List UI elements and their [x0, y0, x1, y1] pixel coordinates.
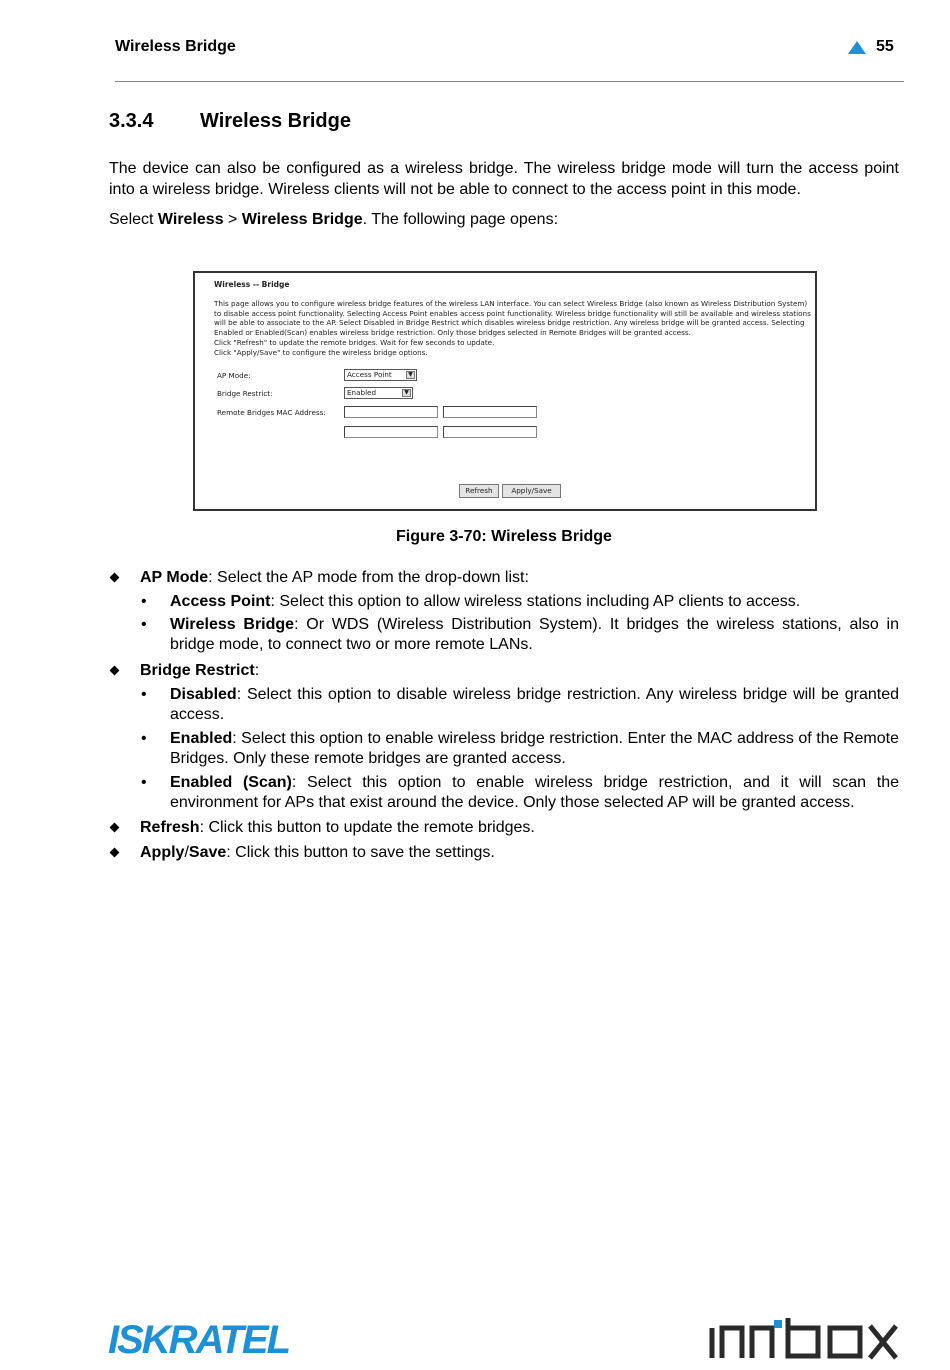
bullet-dot: • — [141, 730, 147, 747]
running-header-title: Wireless Bridge — [115, 38, 236, 55]
wireless-bridge-figure — [193, 271, 817, 511]
remote-mac-label: Remote Bridges MAC Address: — [217, 408, 326, 417]
dropdown-arrow-icon: ▼ — [406, 371, 415, 379]
apply-save-button[interactable]: Apply/Save — [502, 484, 561, 498]
list-item-apply-save: Apply/Save: Click this button to save the settings. — [140, 844, 495, 861]
list-item-access-point: Access Point: Select this option to allow wireless stations including AP clients to access. — [170, 593, 801, 610]
header-divider — [115, 81, 904, 82]
mac-address-input[interactable] — [443, 406, 537, 418]
intro-paragraph: The device can also be configured as a wireless bridge. The wireless bridge mode will turn the access point into a wireless bridge. Wireless clients will not be able to connect to the access point in this mode. — [109, 160, 899, 198]
bridge-restrict-label: Bridge Restrict: — [217, 389, 273, 398]
bullet-dot: • — [141, 593, 147, 610]
figure-caption: Figure 3-70: Wireless Bridge — [396, 528, 612, 545]
refresh-button[interactable]: Refresh — [459, 484, 499, 498]
diamond-bullet-icon — [110, 666, 120, 676]
ap-mode-label: AP Mode: — [217, 371, 251, 380]
list-item-disabled: Disabled: Select this option to disable wireless bridge restriction. Any wireless bridge will be granted access. — [170, 686, 899, 723]
iskratel-logo: ISKRATEL — [108, 1318, 290, 1362]
bridge-restrict-select[interactable]: Enabled ▼ — [344, 387, 413, 399]
ap-mode-select[interactable]: Access Point ▼ — [344, 369, 417, 381]
bullet-dot: • — [141, 616, 147, 633]
dropdown-arrow-icon: ▼ — [402, 389, 411, 397]
figure-description: This page allows you to configure wireless bridge features of the wireless LAN interface. You can select Wireless Bridge (also known as Wireless Distribution System) to disable access point functionality. Selecting Access Point enables access point functionality. Wireless bridge functionality will still be available and wireless stations will be able to associate to the AP. Select Disabled in Bridge Restrict which disables wireless bridge restriction. Any wireless bridge will be granted access. Selecting Enabled or Enabled(Scan) enables wireless bridge restriction. Only those bridges selected in Remote Bridges will be granted access. Click "Refresh" to update the remote bridges. Wait for few seconds to update. Click "Apply/Save" to configure the wireless bridge options. — [214, 299, 811, 357]
mac-address-input[interactable] — [344, 406, 438, 418]
list-item-refresh: Refresh: Click this button to update the remote bridges. — [140, 819, 535, 836]
diamond-bullet-icon — [110, 823, 120, 833]
list-item-wireless-bridge: Wireless Bridge: Or WDS (Wireless Distribution System). It bridges the wireless stations, also in bridge mode, to connect two or more remote LANs. — [170, 616, 899, 653]
inbox-logo — [708, 1316, 900, 1365]
mac-address-input[interactable] — [344, 426, 438, 438]
list-item-enabled-scan: Enabled (Scan): Select this option to enable wireless bridge restriction, and it will scan the environment for APs that exist around the device. Only those selected AP will be granted access. — [170, 774, 900, 811]
figure-page-title: Wireless -- Bridge — [214, 280, 290, 289]
triangle-up-icon — [848, 41, 866, 54]
select-instruction: Select Wireless > Wireless Bridge. The following page opens: — [109, 211, 559, 228]
diamond-bullet-icon — [110, 573, 120, 583]
list-item-bridge-restrict: Bridge Restrict: — [140, 662, 260, 679]
section-number: 3.3.4 — [109, 110, 154, 132]
menu-wireless-bridge: Wireless Bridge — [241, 211, 363, 228]
section-title: Wireless Bridge — [200, 110, 351, 132]
bullet-dot: • — [141, 774, 147, 791]
mac-address-input[interactable] — [443, 426, 537, 438]
bullet-dot: • — [141, 686, 147, 703]
menu-wireless: Wireless — [157, 211, 224, 228]
page-number: 55 — [876, 38, 894, 55]
list-item-enabled: Enabled: Select this option to enable wireless bridge restriction. Enter the MAC address of the Remote Bridges. Only these remote bridges are granted access. — [170, 730, 899, 767]
diamond-bullet-icon — [110, 848, 120, 858]
list-item-ap-mode: AP Mode: Select the AP mode from the drop-down list: — [140, 569, 529, 586]
